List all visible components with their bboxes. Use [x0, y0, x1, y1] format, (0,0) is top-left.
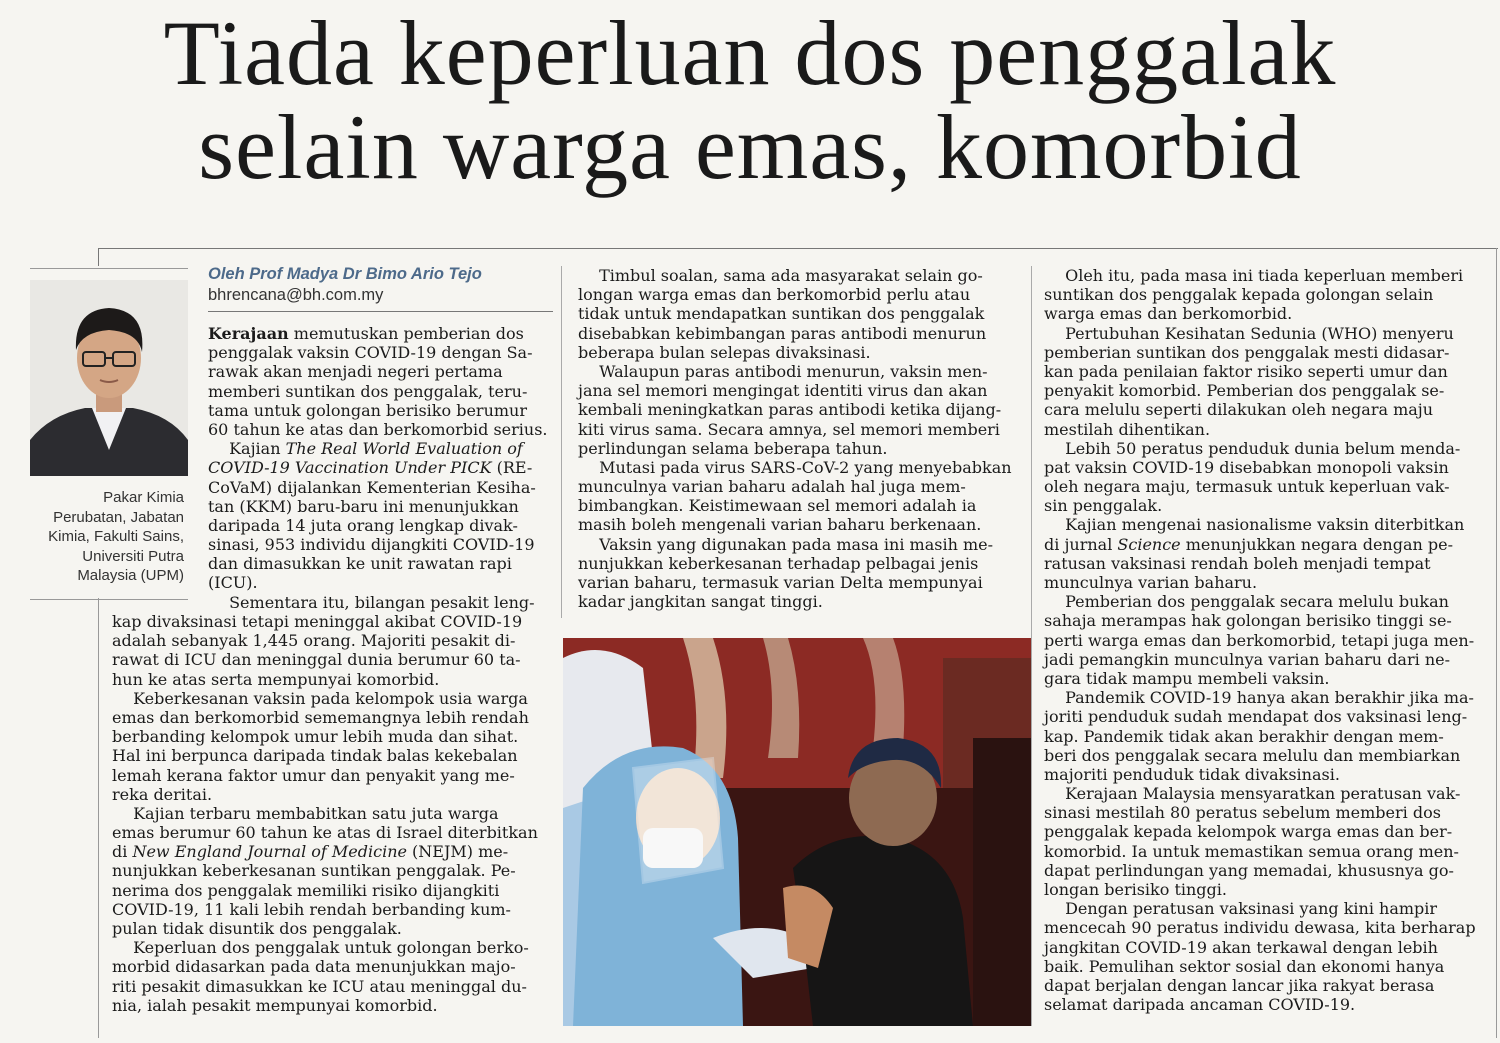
text-line [112, 727, 538, 746]
text-line [208, 497, 548, 516]
text-line [112, 689, 538, 708]
column-rule-2 [1031, 266, 1032, 1026]
vaccination-photo [563, 638, 1031, 1026]
text-segment: (NEJM) me- [406, 842, 509, 862]
text-segment: rawak akan menjadi negeri pertama [208, 362, 503, 382]
text-segment: daripada 14 juta orang lengkap divak- [208, 515, 518, 535]
text-line [112, 804, 538, 823]
text-segment: reka deritai. [112, 784, 213, 804]
text-segment: penggalak kepada kelompok warga emas dan ber- [1044, 822, 1453, 842]
text-line [112, 861, 538, 880]
text-segment: jadi pemangkin munculnya varian baharu dari ne- [1044, 649, 1450, 669]
text-segment: nia, ialah pesakit mempunyai komorbid. [112, 995, 438, 1015]
text-segment: menunjukkan negara dengan pe- [1180, 534, 1454, 554]
text-line [1044, 727, 1476, 746]
text-line [112, 670, 538, 689]
frame-rule-top [98, 248, 1498, 249]
text-line [208, 458, 548, 477]
text-line [208, 516, 548, 535]
text-line [1044, 995, 1476, 1014]
text-line [1044, 976, 1476, 995]
text-line [1044, 362, 1476, 381]
text-segment: kap divaksinasi tetapi meninggal akibat COVID-19 [112, 612, 523, 631]
text-line [112, 650, 538, 669]
text-line [578, 496, 1012, 515]
text-line [1044, 957, 1476, 976]
text-line [112, 842, 538, 861]
text-segment: beberapa bulan selepas divaksinasi. [578, 342, 871, 362]
text-segment: kan pada penilaian faktor risiko seperti umur dan [1044, 361, 1448, 381]
column-2 [578, 266, 1012, 611]
text-segment: Dengan peratusan vaksinasi yang kini hampir [1044, 899, 1438, 919]
text-segment: Mutasi pada virus SARS-CoV-2 yang menyebabkan [578, 457, 1012, 477]
text-segment: gara tidak mampu membeli vaksin. [1044, 668, 1330, 688]
text-line [112, 919, 538, 938]
text-line [1044, 592, 1476, 611]
byline-author: Oleh Prof Madya Dr Bimo Ario Tejo [208, 265, 482, 283]
text-line [1044, 669, 1476, 688]
text-line [112, 957, 538, 976]
text-segment: sin penggalak. [1044, 496, 1163, 516]
text-line [112, 938, 538, 957]
text-line [1044, 918, 1476, 937]
italic-title: The Real World Evaluation of [285, 439, 523, 459]
column-1-bottom [112, 612, 538, 1015]
text-segment: selamat daripada ancaman COVID-19. [1044, 995, 1356, 1015]
text-segment: beri dos penggalak secara melulu dan membiarkan [1044, 745, 1461, 765]
text-segment: majoriti penduduk tidak divaksinasi. [1044, 764, 1340, 784]
text-line [578, 439, 1012, 458]
text-segment: masih boleh mengenali varian baharu berkenaan. [578, 515, 982, 535]
text-line [208, 535, 548, 554]
text-line [1044, 938, 1476, 957]
text-segment: Kajian [208, 439, 286, 459]
text-segment: mestilah dihentikan. [1044, 419, 1211, 439]
text-line [1044, 611, 1476, 630]
text-segment: Keberkesanan vaksin pada kelompok usia warga [112, 688, 528, 708]
text-segment: munculnya varian baharu adalah hal juga mem- [578, 477, 966, 497]
byline-rule [208, 311, 553, 312]
text-segment: suntikan dos penggalak kepada golongan selain [1044, 285, 1434, 305]
text-line [1044, 535, 1476, 554]
text-line [1044, 650, 1476, 669]
text-line [1044, 880, 1476, 899]
text-line [578, 343, 1012, 362]
text-segment: Kerajaan Malaysia mensyaratkan peratusan vak- [1044, 784, 1461, 804]
text-segment: baik. Pemulihan sektor sosial dan ekonomi hanya [1044, 956, 1445, 976]
text-segment: Kajian mengenai nasionalisme vaksin diterbitkan [1044, 515, 1465, 535]
text-line [578, 420, 1012, 439]
text-segment: ratusan vaksinasi rendah boleh menjadi tempat [1044, 553, 1431, 573]
text-segment: kembali meningkatkan paras antibodi ketika dijang- [578, 400, 1002, 420]
text-segment: Pemberian dos penggalak secara melulu bukan [1044, 592, 1449, 612]
text-line [1044, 746, 1476, 765]
italic-title: COVID-19 Vaccination Under PICK [208, 458, 492, 478]
text-segment: nerima dos penggalak memiliki risiko dijangkiti [112, 880, 500, 900]
frame-rule-left-top [98, 248, 99, 266]
text-line [112, 785, 538, 804]
text-line [1044, 400, 1476, 419]
text-line [1044, 784, 1476, 803]
text-segment: nunjukkan keberkesanan suntikan penggalak. Pe- [112, 861, 516, 881]
text-segment: lemah kerana faktor umur dan penyakit yang me- [112, 765, 515, 785]
text-line [208, 324, 548, 343]
text-segment: jangkitan COVID-19 akan terkawal dengan lebih [1044, 937, 1438, 957]
caption-line: Pakar Kimia [103, 489, 184, 506]
text-line [578, 400, 1012, 419]
text-segment: tama untuk golongan berisiko berumur [208, 400, 527, 420]
text-line [208, 401, 548, 420]
text-segment: bimbangkan. Keistimewaan sel memori adalah ia [578, 496, 977, 516]
text-segment: perti warga emas dan berkomorbid, tetapi juga men- [1044, 630, 1475, 650]
text-line [1044, 515, 1476, 534]
text-line [1044, 842, 1476, 861]
text-segment: warga emas dan berkomorbid. [1044, 304, 1293, 324]
text-segment: munculnya varian baharu. [1044, 573, 1258, 592]
column-1-top [208, 324, 548, 612]
caption-line: Perubatan, Jabatan [53, 508, 184, 526]
text-line [1044, 496, 1476, 515]
text-segment: emas dan berkomorbid sememangnya lebih rendah [112, 707, 529, 727]
text-line [1044, 899, 1476, 918]
lead-word: Kerajaan [208, 324, 289, 343]
text-line [578, 324, 1012, 343]
text-line [578, 573, 1012, 592]
text-line [578, 285, 1012, 304]
text-segment: Oleh itu, pada masa ini tiada keperluan memberi [1044, 266, 1464, 285]
text-segment: hun ke atas serta mempunyai komorbid. [112, 669, 440, 689]
text-line [1044, 631, 1476, 650]
text-line [578, 535, 1012, 554]
text-segment: kiti virus sama. Secara amnya, sel memori memberi [578, 419, 1000, 439]
text-line [578, 515, 1012, 534]
text-segment: di [112, 842, 133, 862]
text-line [112, 766, 538, 785]
text-segment: tidak untuk mendapatkan suntikan dos penggalak [578, 304, 985, 324]
text-segment: dapat berjalan dengan lancar jika rakyat berasa [1044, 975, 1435, 995]
text-segment: Hal ini berpunca daripada tindak balas kekebalan [112, 746, 518, 766]
text-segment: pemberian suntikan dos penggalak mesti didasar- [1044, 342, 1450, 362]
text-line [1044, 688, 1476, 707]
text-segment: Pandemik COVID-19 hanya akan berakhir jika ma- [1044, 688, 1474, 708]
frame-rule-right [1496, 248, 1497, 1038]
text-line [1044, 381, 1476, 400]
text-line [1044, 477, 1476, 496]
author-caption [22, 488, 184, 586]
text-segment: Keperluan dos penggalak untuk golongan berko- [112, 938, 529, 958]
text-segment: oleh negara maju, termasuk untuk keperluan vak- [1044, 477, 1450, 497]
text-segment: varian baharu, termasuk varian Delta mempunyai [578, 573, 983, 592]
text-segment: pat vaksin COVID-19 disebabkan monopoli vaksin [1044, 457, 1449, 477]
text-segment: penyakit komorbid. Pemberian dos penggalak se- [1044, 381, 1445, 401]
column-3 [1044, 266, 1476, 1014]
text-line [1044, 343, 1476, 362]
text-line [112, 631, 538, 650]
text-segment: dan dimasukkan ke unit rawatan rapi [208, 554, 512, 574]
text-line [112, 881, 538, 900]
text-segment: (ICU). [208, 573, 258, 593]
text-segment: riti pesakit dimasukkan ke ICU atau meninggal du- [112, 976, 527, 996]
text-line [208, 593, 548, 612]
text-segment: longan berisiko tinggi. [1044, 880, 1227, 899]
text-line [1044, 861, 1476, 880]
text-line [112, 612, 538, 631]
text-line [578, 477, 1012, 496]
text-line [1044, 803, 1476, 822]
headline-line-2: selain warga emas, komorbid [198, 96, 1302, 198]
text-segment: perlindungan selama beberapa tahun. [578, 438, 888, 458]
author-portrait [30, 280, 188, 476]
text-line [1044, 324, 1476, 343]
text-segment: Lebih 50 peratus penduduk dunia belum menda- [1044, 438, 1461, 458]
text-segment: (RE- [491, 458, 533, 478]
text-line [208, 343, 548, 362]
text-segment: rawat di ICU dan meninggal dunia berumur 60 ta- [112, 650, 521, 670]
text-line [208, 362, 548, 381]
text-segment: disebabkan kebimbangan paras antibodi menurun [578, 323, 987, 343]
text-line [578, 458, 1012, 477]
text-segment: 60 tahun ke atas dan berkomorbid serius. [208, 419, 548, 439]
text-line [1044, 707, 1476, 726]
text-line [1044, 439, 1476, 458]
text-segment: joriti penduduk sudah mendapat dos vaksinasi leng- [1044, 707, 1468, 727]
text-line [578, 592, 1012, 611]
text-line [112, 900, 538, 919]
text-line [208, 439, 548, 458]
text-line [112, 996, 538, 1015]
text-line [208, 573, 548, 592]
caption-line: Kimia, Fakulti Sains, [48, 528, 184, 545]
text-line [1044, 822, 1476, 841]
text-segment: Kajian terbaru membabitkan satu juta warga [112, 803, 499, 823]
text-segment: memutuskan pemberian dos [288, 324, 524, 343]
text-segment: CoVaM) dijalankan Kementerian Kesiha- [208, 477, 536, 497]
text-line [1044, 285, 1476, 304]
text-segment: sahaja merampas hak golongan berisiko tinggi se- [1044, 611, 1452, 631]
italic-title: New England Journal of Medicine [132, 842, 407, 862]
text-line [1044, 765, 1476, 784]
text-segment: kap. Pandemik tidak akan berakhir dengan mem- [1044, 726, 1444, 746]
text-line [1044, 554, 1476, 573]
text-line [112, 746, 538, 765]
text-segment: emas berumur 60 tahun ke atas di Israel diterbitkan [112, 823, 538, 843]
text-segment: sinasi, 953 individu dijangkiti COVID-19 [208, 535, 535, 555]
text-line [112, 823, 538, 842]
text-line [208, 478, 548, 497]
text-segment: berbanding kelompok umur lebih muda dan sihat. [112, 727, 519, 747]
text-segment: mencecah 90 peratus individu dewasa, kita berharap [1044, 918, 1476, 938]
text-segment: jana sel memori mengingat identiti virus dan akan [578, 381, 988, 401]
headline [0, 2, 1500, 198]
text-segment: memberi suntikan dos penggalak, teru- [208, 381, 528, 401]
text-segment: morbid didasarkan pada data menunjukkan majo- [112, 957, 516, 977]
text-segment: di jurnal [1044, 534, 1118, 554]
text-segment: Sementara itu, bilangan pesakit leng- [208, 592, 535, 612]
text-line [112, 977, 538, 996]
text-segment: kadar jangkitan sangat tinggi. [578, 592, 823, 612]
caption-line: Malaysia (UPM) [77, 567, 184, 584]
text-segment: adalah sebanyak 1,445 orang. Majoriti pesakit di- [112, 631, 516, 651]
text-line [208, 420, 548, 439]
text-line [1044, 304, 1476, 323]
column-rule-1 [561, 266, 562, 618]
text-line [1044, 573, 1476, 592]
text-segment: sinasi mestilah 80 peratus sebelum memberi dos [1044, 803, 1441, 823]
text-line [208, 554, 548, 573]
text-segment: dapat perlindungan yang memadai, khususnya go- [1044, 860, 1454, 880]
text-line [112, 708, 538, 727]
text-segment: tan (KKM) baru-baru ini menunjukkan [208, 496, 519, 516]
text-segment: Walaupun paras antibodi menurun, vaksin men- [578, 361, 988, 381]
text-segment: longan warga emas dan berkomorbid perlu atau [578, 285, 971, 305]
text-line [578, 554, 1012, 573]
italic-title: Science [1117, 534, 1181, 554]
text-segment: pulan tidak disuntik dos penggalak. [112, 919, 402, 938]
text-segment: COVID-19, 11 kali lebih rendah berbanding kum- [112, 899, 511, 919]
frame-rule-left [98, 598, 99, 1038]
text-segment: penggalak vaksin COVID-19 dengan Sa- [208, 343, 533, 363]
text-line [578, 362, 1012, 381]
text-line [1044, 420, 1476, 439]
text-line [208, 382, 548, 401]
text-line [578, 304, 1012, 323]
text-line [1044, 458, 1476, 477]
text-line [578, 266, 1012, 285]
byline-email[interactable]: bhrencana@bh.com.my [208, 286, 384, 304]
caption-line: Universiti Putra [82, 547, 184, 565]
text-segment: komorbid. Ia untuk memastikan semua orang men- [1044, 841, 1459, 861]
text-segment: Pertubuhan Kesihatan Sedunia (WHO) menyeru [1044, 323, 1454, 343]
text-segment: Vaksin yang digunakan pada masa ini masih me- [578, 534, 994, 554]
text-segment: nunjukkan keberkesanan terhadap pelbagai jenis [578, 553, 979, 573]
text-segment: Timbul soalan, sama ada masyarakat selain go- [578, 266, 983, 285]
text-segment: cara melulu seperti dilakukan oleh negara maju [1044, 400, 1434, 420]
text-line [1044, 266, 1476, 285]
headline-line-1: Tiada keperluan dos penggalak [163, 2, 1337, 104]
text-line [578, 381, 1012, 400]
